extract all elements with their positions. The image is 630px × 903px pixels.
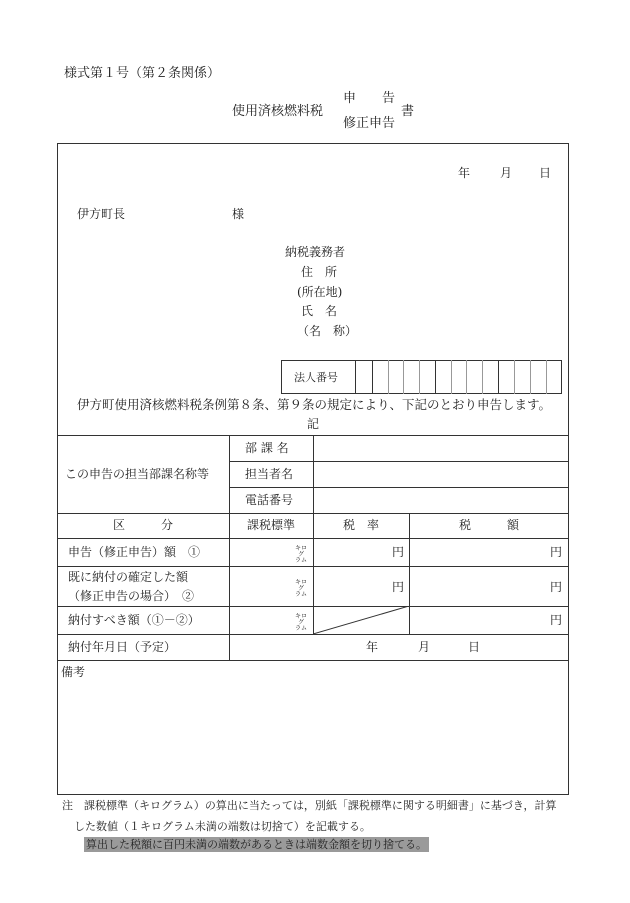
row1-unit-kg: キロ グラム <box>295 545 308 564</box>
name-alt-label: （名 称） <box>297 324 358 338</box>
payment-month: 月 <box>418 640 431 654</box>
dept-label: 部 課 名 <box>245 441 289 455</box>
name-label: 氏 名 <box>301 304 338 318</box>
row3-label: 納付すべき額（①－②） <box>68 613 200 627</box>
declaration-text: 伊方町使用済核燃料税条例第８条、第９条の規定により、下記のとおり申告します。 <box>77 397 552 412</box>
remarks-label: 備考 <box>61 665 86 679</box>
header-amount: 税 額 <box>458 518 519 532</box>
date-year: 年 <box>458 166 471 180</box>
corp-cell-divider <box>435 360 436 394</box>
address-label: 住 所 <box>301 265 338 279</box>
person-label: 担当者名 <box>245 467 294 481</box>
rate-slash <box>313 606 409 634</box>
row1-label: 申告（修正申告）額 ① <box>68 545 201 559</box>
payment-date-label: 納付年月日（予定） <box>68 640 177 654</box>
corp-cell-divider <box>466 360 467 394</box>
table-line <box>229 487 569 488</box>
title-line-shinkoku: 申 告 <box>343 91 396 106</box>
row2-label-line2: （修正申告の場合） ② <box>68 589 195 603</box>
form-number: 様式第１号（第２条関係） <box>64 66 221 81</box>
row1-rate-unit: 円 <box>392 545 405 559</box>
row2-amount-unit: 円 <box>550 580 563 594</box>
note-line1: 注 課税標準（キログラム）の算出に当たっては，別紙「課税標準に関する明細書」に基づき，計算 <box>62 799 557 812</box>
ki-label: 記 <box>307 417 320 431</box>
corp-cell-divider <box>372 360 373 394</box>
corp-cell-divider <box>530 360 531 394</box>
addressee-sama: 様 <box>232 207 245 221</box>
corp-cell-divider <box>451 360 452 394</box>
corp-cell-divider <box>482 360 483 394</box>
table-col-line <box>313 435 314 513</box>
corp-number-label: 法人番号 <box>294 371 338 384</box>
corp-cell-divider <box>498 360 499 394</box>
note-line2: した数値（１キログラム未満の端数は切捨て）を記載する。 <box>74 820 371 833</box>
table-line <box>57 634 569 635</box>
header-kubun: 区 分 <box>112 518 173 532</box>
table-col-line <box>229 435 230 660</box>
row1-amount-unit: 円 <box>550 545 563 559</box>
payment-day: 日 <box>468 640 481 654</box>
title-prefix: 使用済核燃料税 <box>232 104 324 119</box>
phone-label: 電話番号 <box>245 493 294 507</box>
header-rate: 税 率 <box>342 518 379 532</box>
table-col-line <box>409 513 410 634</box>
corp-cell-divider <box>403 360 404 394</box>
taxpayer-label: 納税義務者 <box>285 245 346 259</box>
header-base: 課税標準 <box>246 518 295 532</box>
corp-cell-divider <box>388 360 389 394</box>
table-line <box>57 660 569 661</box>
row2-label-line1: 既に納付の確定した額 <box>68 570 189 584</box>
payment-year: 年 <box>366 640 379 654</box>
title-line-shusei: 修正申告 <box>343 116 396 131</box>
date-day: 日 <box>539 166 552 180</box>
corp-cell-divider <box>514 360 515 394</box>
corp-cell-divider <box>355 360 356 394</box>
note-line3 <box>84 839 429 850</box>
corp-cell-divider <box>546 360 547 394</box>
addressee-name: 伊方町長 <box>77 207 126 221</box>
row2-unit-kg: キロ グラム <box>295 579 308 598</box>
date-month: 月 <box>500 166 513 180</box>
row3-amount-unit: 円 <box>550 613 563 627</box>
contact-label: この申告の担当部課名称等 <box>65 467 210 481</box>
address-alt-label: (所在地) <box>297 285 343 299</box>
row3-unit-kg: キロ グラム <box>295 613 308 632</box>
title-suffix: 書 <box>401 104 415 119</box>
table-line <box>229 461 569 462</box>
corp-cell-divider <box>419 360 420 394</box>
note-line3-text: 算出した税額に百円未満の端数があるときは端数金額を切り捨てる。 <box>86 838 427 851</box>
row2-rate-unit: 円 <box>392 580 405 594</box>
